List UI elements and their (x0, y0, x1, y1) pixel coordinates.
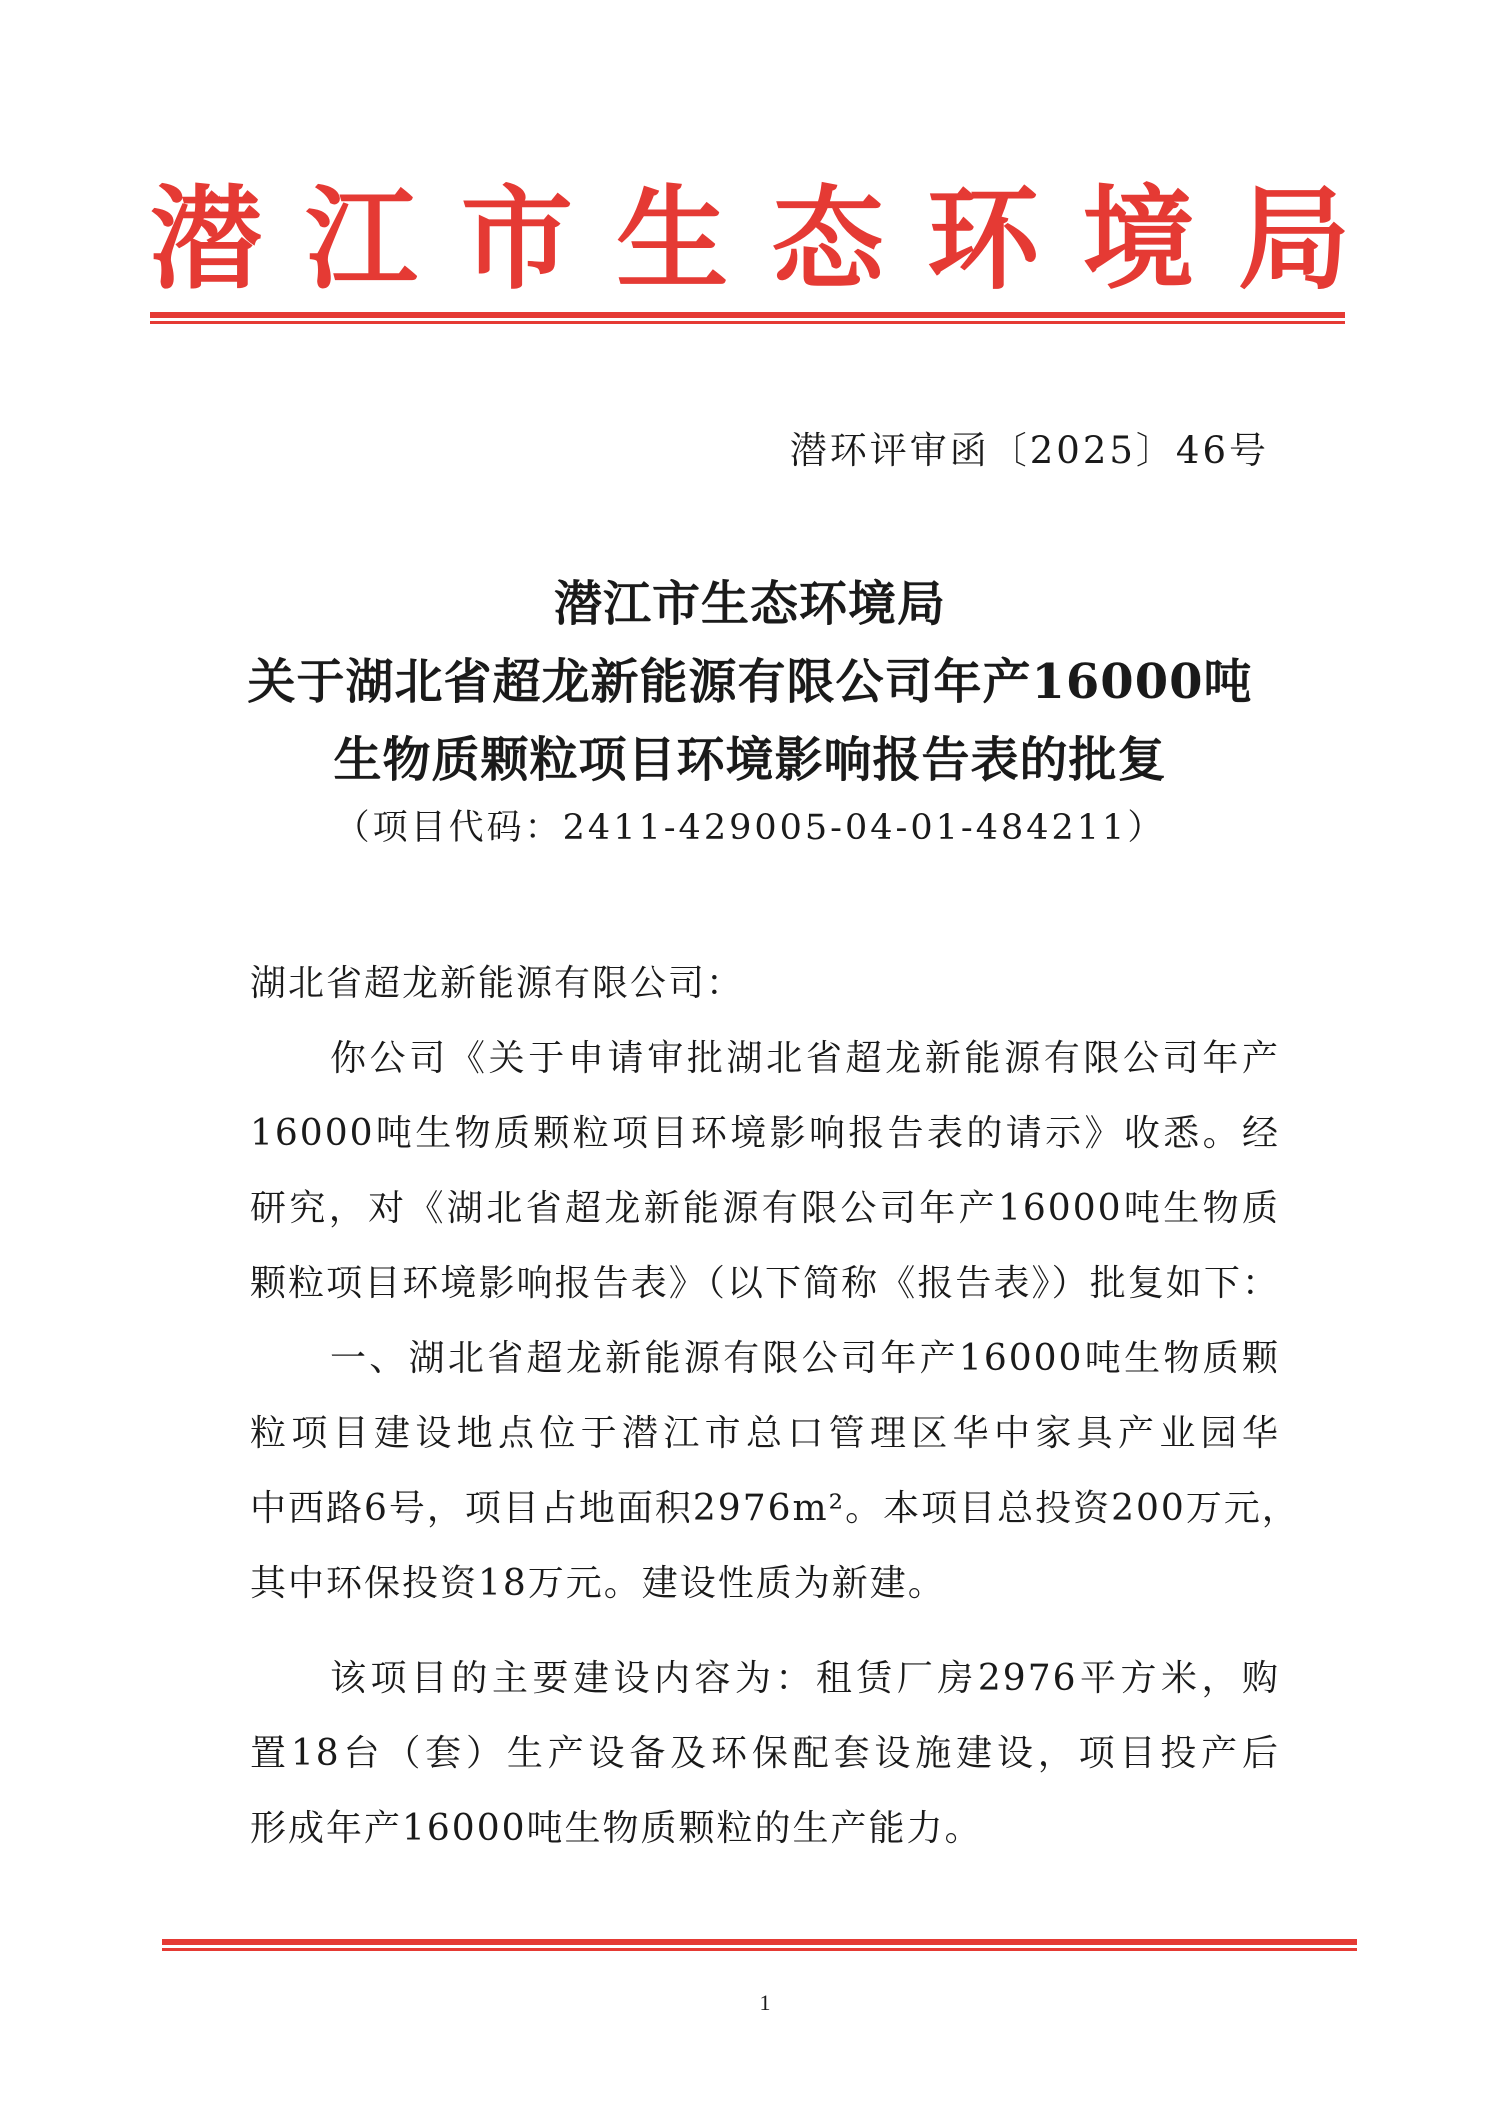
project-code: （项目代码：2411-429005-04-01-484211） (334, 808, 1166, 848)
paragraph-line: 形成年产16000吨生物质颗粒的生产能力。 (250, 1808, 983, 1849)
letterhead-char: 生 (616, 174, 729, 305)
paragraph-line: 研究，对《湖北省超龙新能源有限公司年产16000吨生物质 (250, 1188, 1280, 1229)
paragraph-line: 其中环保投资18万元。建设性质为新建。 (250, 1563, 946, 1604)
letterhead-char: 市 (460, 174, 573, 305)
document-number: 潜环评审函〔2025〕46号 (789, 429, 1269, 472)
paragraph-line: 一、湖北省超龙新能源有限公司年产16000吨生物质颗 (330, 1338, 1280, 1379)
paragraph-line: 16000吨生物质颗粒项目环境影响报告表的请示》收悉。经 (250, 1113, 1280, 1154)
letterhead-char: 潜 (150, 174, 262, 305)
letterhead-title (150, 170, 1350, 310)
document-title-line-3: 生物质颗粒项目环境影响报告表的批复 (333, 732, 1167, 788)
paragraph-line: 中西路6号，项目占地面积2976m²。本项目总投资200万元， (250, 1488, 1300, 1529)
document-title-line-2: 关于湖北省超龙新能源有限公司年产16000吨 (247, 654, 1253, 710)
letterhead-char: 江 (305, 174, 418, 305)
letterhead-char: 环 (927, 174, 1040, 305)
letterhead-divider (150, 312, 1345, 324)
paragraph-line: 置18台（套）生产设备及环保配套设施建设，项目投产后 (250, 1733, 1280, 1774)
footer-divider (162, 1939, 1357, 1951)
letterhead-char: 境 (1082, 174, 1195, 305)
page-number: 1 (759, 1990, 771, 2015)
letterhead-char: 局 (1237, 174, 1350, 305)
paragraph-line: 你公司《关于申请审批湖北省超龙新能源有限公司年产 (330, 1038, 1280, 1079)
document-title-line-1: 潜江市生态环境局 (553, 576, 946, 632)
addressee: 湖北省超龙新能源有限公司： (250, 963, 745, 1004)
letterhead-char: 态 (771, 174, 884, 305)
paragraph-line: 粒项目建设地点位于潜江市总口管理区华中家具产业园华 (250, 1413, 1280, 1454)
paragraph-line: 颗粒项目环境影响报告表》（以下简称《报告表》）批复如下： (250, 1263, 1280, 1304)
paragraph-line: 该项目的主要建设内容为：租赁厂房2976平方米，购 (330, 1658, 1280, 1699)
